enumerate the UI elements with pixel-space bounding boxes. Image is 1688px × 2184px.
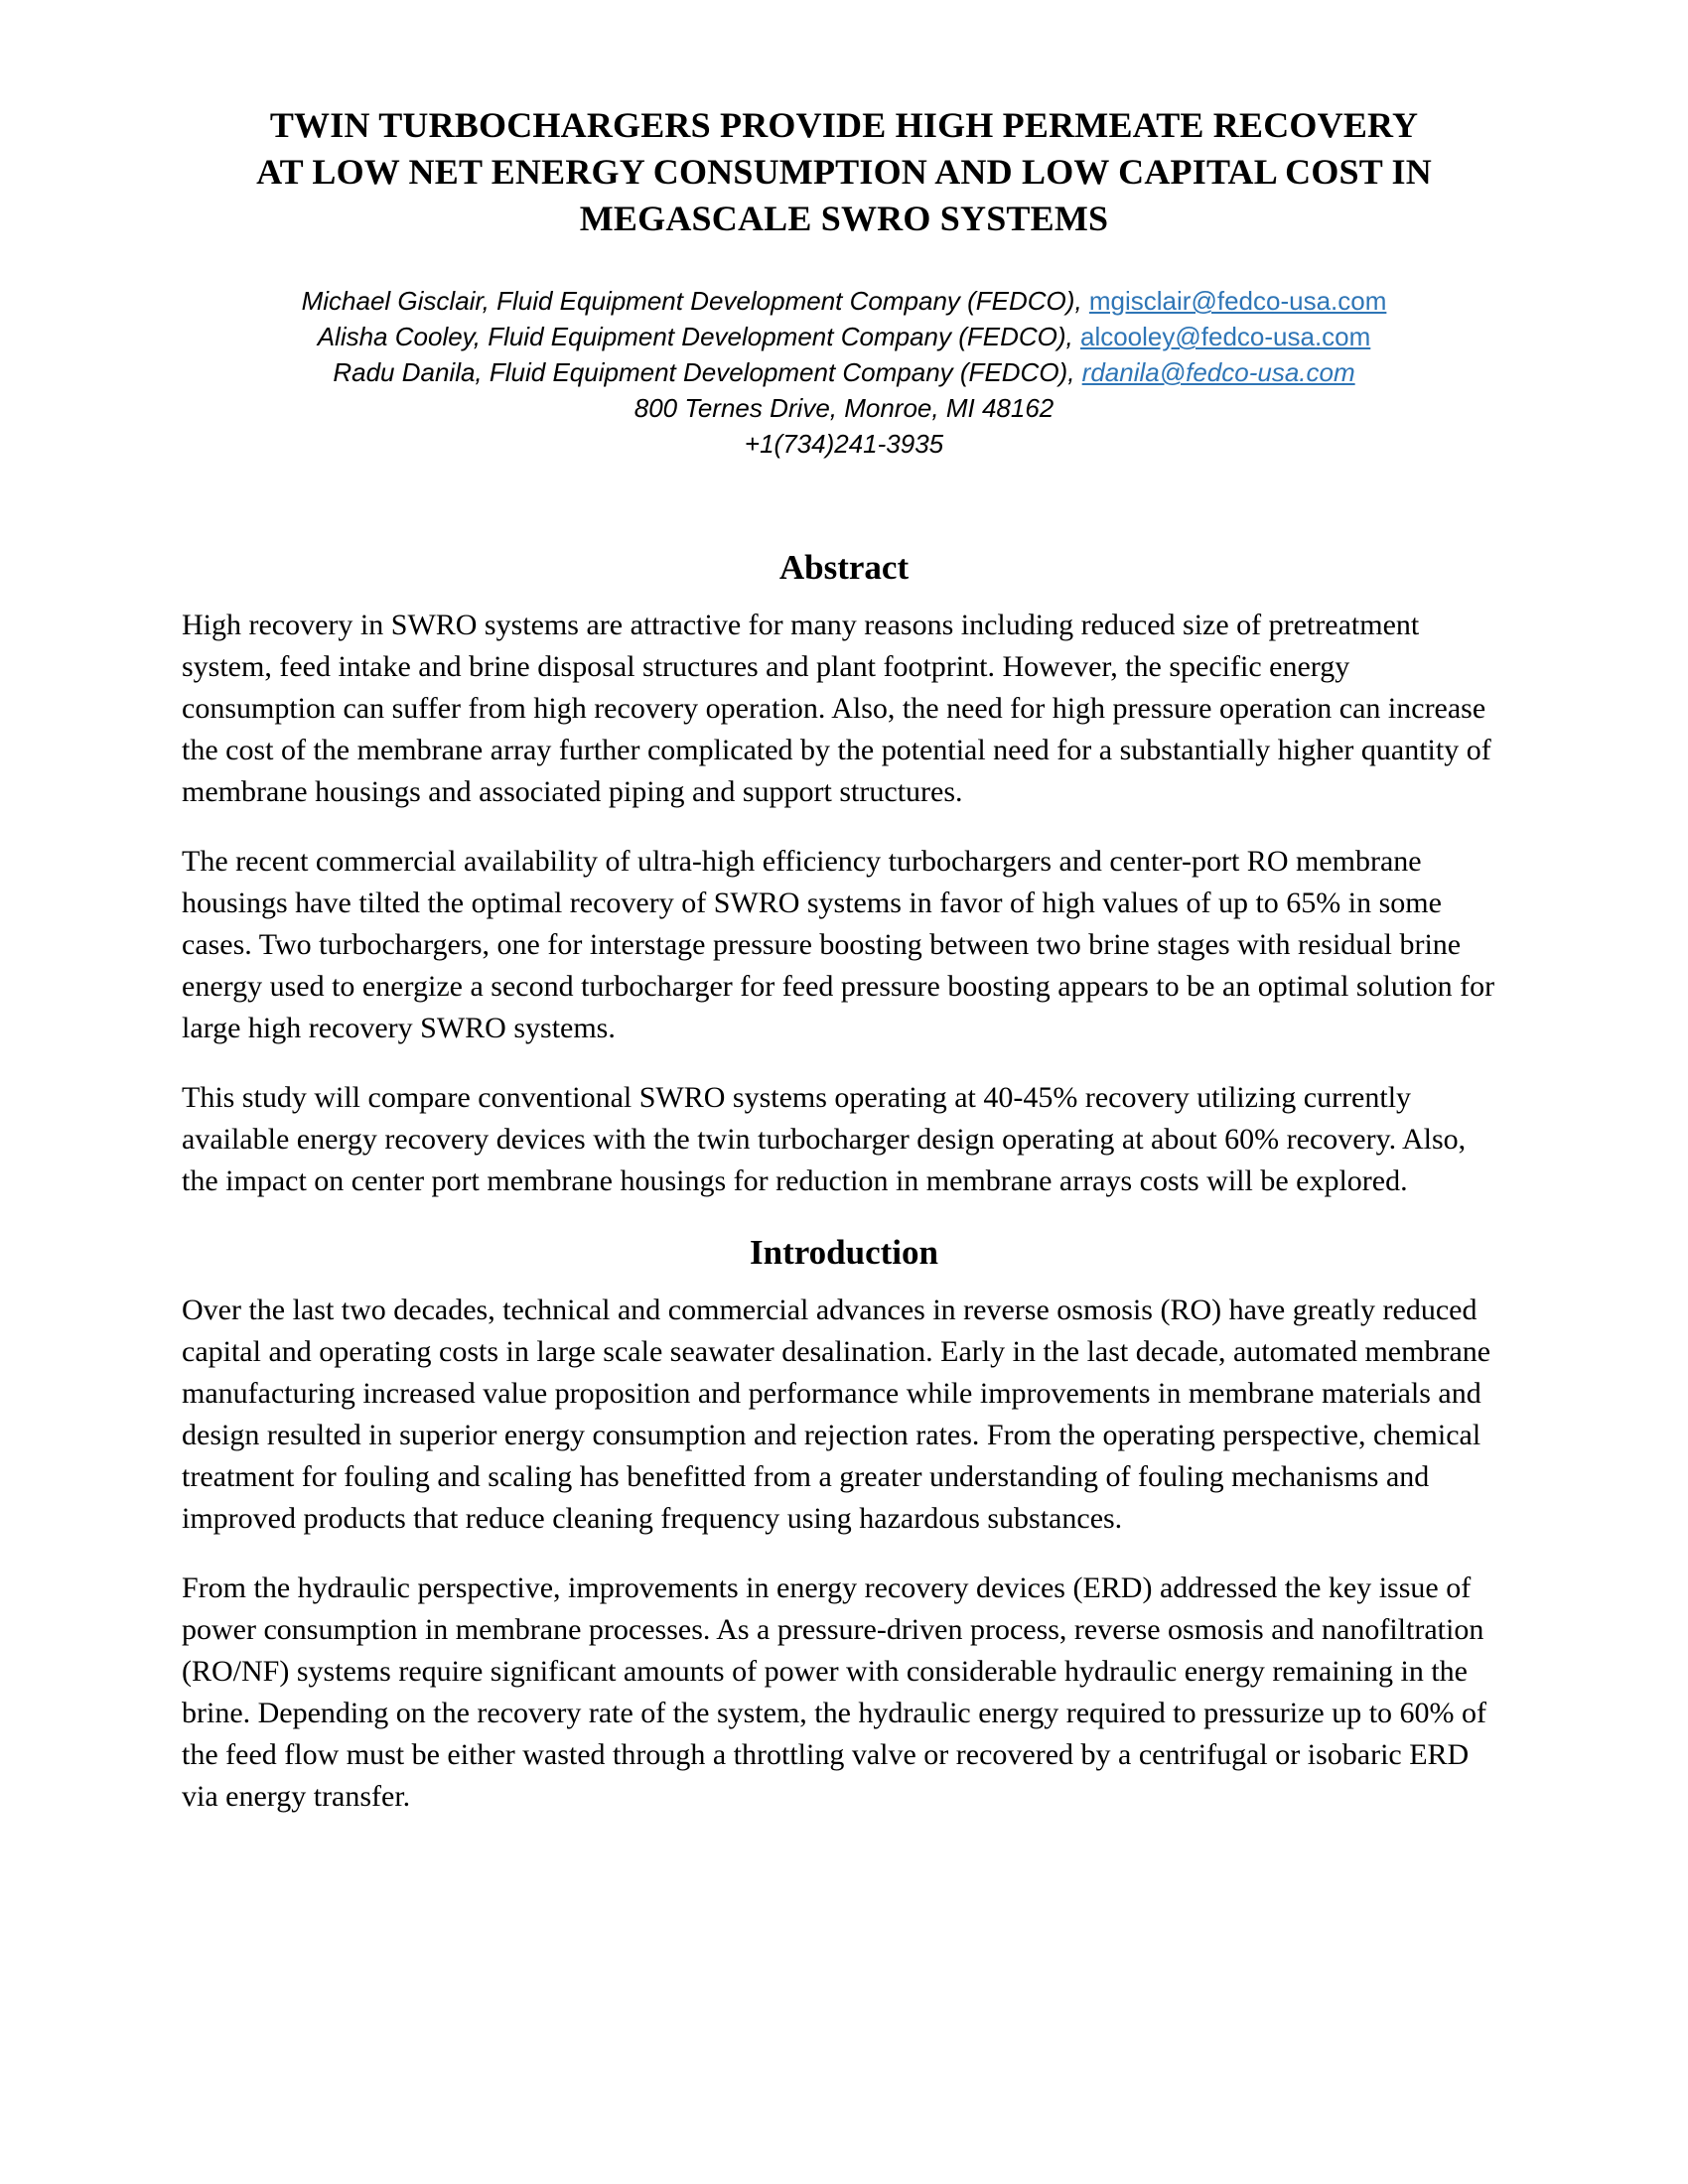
introduction-paragraph-2: From the hydraulic perspective, improvements in energy recovery devices (ERD) addressed the key issue of power consumption in membrane processes. As a pressure-driven process, reverse osmosis and nanofiltration (RO/NF) systems require significant amounts of power with considerable hydraulic energy remaining in the brine. Depending on the recovery rate of the system, the hydraulic energy required to pressurize up to 60% of the feed flow must be either wasted through a throttling valve or recovered by a centrifugal or isobaric ERD via energy transfer.	[182, 1571, 1487, 1813]
abstract-paragraph-3: This study will compare conventional SWRO systems operating at 40-45% recovery utilizing currently available energy recovery devices with the twin turbocharger design operating at about 60% recovery. Also, the impact on center port membrane housings for reduction in membrane arrays costs will be explored.	[182, 1081, 1467, 1197]
abstract-paragraph-2: The recent commercial availability of ultra-high efficiency turbochargers and center-port RO membrane housings have tilted the optimal recovery of SWRO systems in favor of high values of up to 65% in some cases. Two turbochargers, one for interstage pressure boosting between two brine stages with residual brine energy used to energize a second turbocharger for feed pressure boosting appears to be an optimal solution for large high recovery SWRO systems.	[182, 845, 1495, 1044]
email-link-rdanila[interactable]: rdanila@fedco-usa.com	[1081, 357, 1355, 387]
introduction-paragraph-1: Over the last two decades, technical and commercial advances in reverse osmosis (RO) have greatly reduced capital and operating costs in large scale seawater desalination. Early in the last decade, automated membrane manufacturing increased value proposition and performance while improvements in membrane materials and design resulted in superior energy consumption and rejection rates. From the operating perspective, chemical treatment for fouling and scaling has benefitted from a greater understanding of fouling mechanisms and improved products that reduce cleaning frequency using hazardous substances.	[182, 1294, 1491, 1535]
paper-title-line-2: AT LOW NET ENERGY CONSUMPTION AND LOW CAPITAL COST IN	[256, 152, 1432, 192]
section-heading-introduction: Introduction	[750, 1233, 938, 1272]
email-link-alcooley[interactable]: alcooley@fedco-usa.com	[1079, 322, 1371, 351]
paper-title-line-1: TWIN TURBOCHARGERS PROVIDE HIGH PERMEATE RECOVERY	[269, 105, 1419, 145]
phone-line: +1(734)241-3935	[744, 429, 944, 459]
address-line: 800 Ternes Drive, Monroe, MI 48162	[633, 393, 1055, 423]
author-affiliation-1: Michael Gisclair, Fluid Equipment Development Company (FEDCO),	[301, 286, 1089, 316]
author-block	[182, 283, 1506, 462]
author-line-3	[182, 354, 1506, 390]
abstract-paragraph-1: High recovery in SWRO systems are attractive for many reasons including reduced size of pretreatment system, feed intake and brine disposal structures and plant footprint. However, the specific energy consumption can suffer from high recovery operation. Also, the need for high pressure operation can increase the cost of the membrane array further complicated by the potential need for a substantially higher quantity of membrane housings and associated piping and support structures.	[182, 609, 1491, 808]
author-line-2	[182, 319, 1506, 354]
paper-title-line-3: MEGASCALE SWRO SYSTEMS	[579, 199, 1109, 238]
paper-title	[182, 102, 1506, 242]
author-affiliation-3: Radu Danila, Fluid Equipment Development Company (FEDCO),	[333, 357, 1082, 387]
author-line-1	[182, 283, 1506, 319]
section-heading-abstract: Abstract	[778, 548, 910, 587]
email-link-mgisclair[interactable]: mgisclair@fedco-usa.com	[1088, 286, 1387, 316]
author-affiliation-2: Alisha Cooley, Fluid Equipment Development Company (FEDCO),	[317, 322, 1080, 351]
